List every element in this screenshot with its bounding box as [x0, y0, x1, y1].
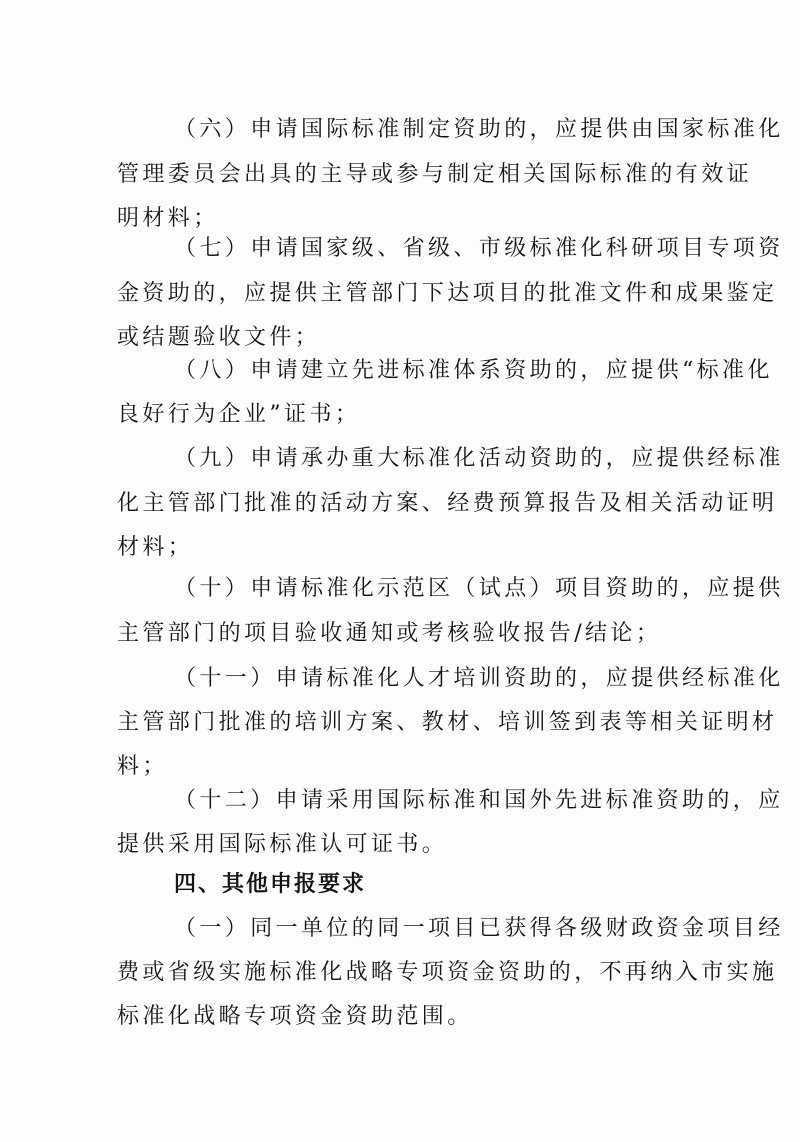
section-heading: 四、其他申报要求	[174, 872, 367, 897]
item-10-line-2: 主管部门的项目验收通知或考核验收报告/结论；	[117, 621, 662, 646]
item-6-line-2: 管理委员会出具的主导或参与制定相关国际标准的有效证	[117, 162, 753, 187]
item-9-line-3: 材料；	[117, 535, 194, 560]
req-1-line-3: 标准化战略专项资金资助范围。	[117, 1004, 473, 1029]
item-12-line-2: 提供采用国际标准认可证书。	[117, 832, 448, 857]
item-7-line-2: 金资助的，应提供主管部门下达项目的批准文件和成果鉴定	[117, 281, 778, 306]
item-8-line-2: 良好行为企业”证书；	[117, 402, 361, 427]
req-1-line-2: 费或省级实施标准化战略专项资金资助的，不再纳入市实施	[117, 960, 778, 985]
item-6-line-1: （六）申请国际标准制定资助的，应提供由国家标准化	[174, 117, 784, 142]
item-10-line-1: （十）申请标准化示范区（试点）项目资助的，应提供	[174, 576, 784, 601]
item-9-line-1: （九）申请承办重大标准化活动资助的，应提供经标准	[174, 446, 784, 471]
req-1-line-1: （一）同一单位的同一项目已获得各级财政资金项目经	[174, 916, 784, 941]
item-7-line-1: （七）申请国家级、省级、市级标准化科研项目专项资	[174, 236, 784, 261]
item-12-line-1: （十二）申请采用国际标准和国外先进标准资助的，应	[174, 788, 784, 813]
item-6-line-3: 明材料；	[117, 206, 219, 231]
item-9-line-2: 化主管部门批准的活动方案、经费预算报告及相关活动证明	[117, 491, 778, 516]
item-11-line-3: 料；	[117, 754, 168, 779]
item-11-line-1: （十一）申请标准化人才培训资助的，应提供经标准化	[174, 666, 784, 691]
item-8-line-1: （八）申请建立先进标准体系资助的，应提供“标准化	[174, 358, 773, 383]
item-7-line-3: 或结题验收文件；	[117, 325, 321, 350]
item-11-line-2: 主管部门批准的培训方案、教材、培训签到表等相关证明材	[117, 710, 778, 735]
